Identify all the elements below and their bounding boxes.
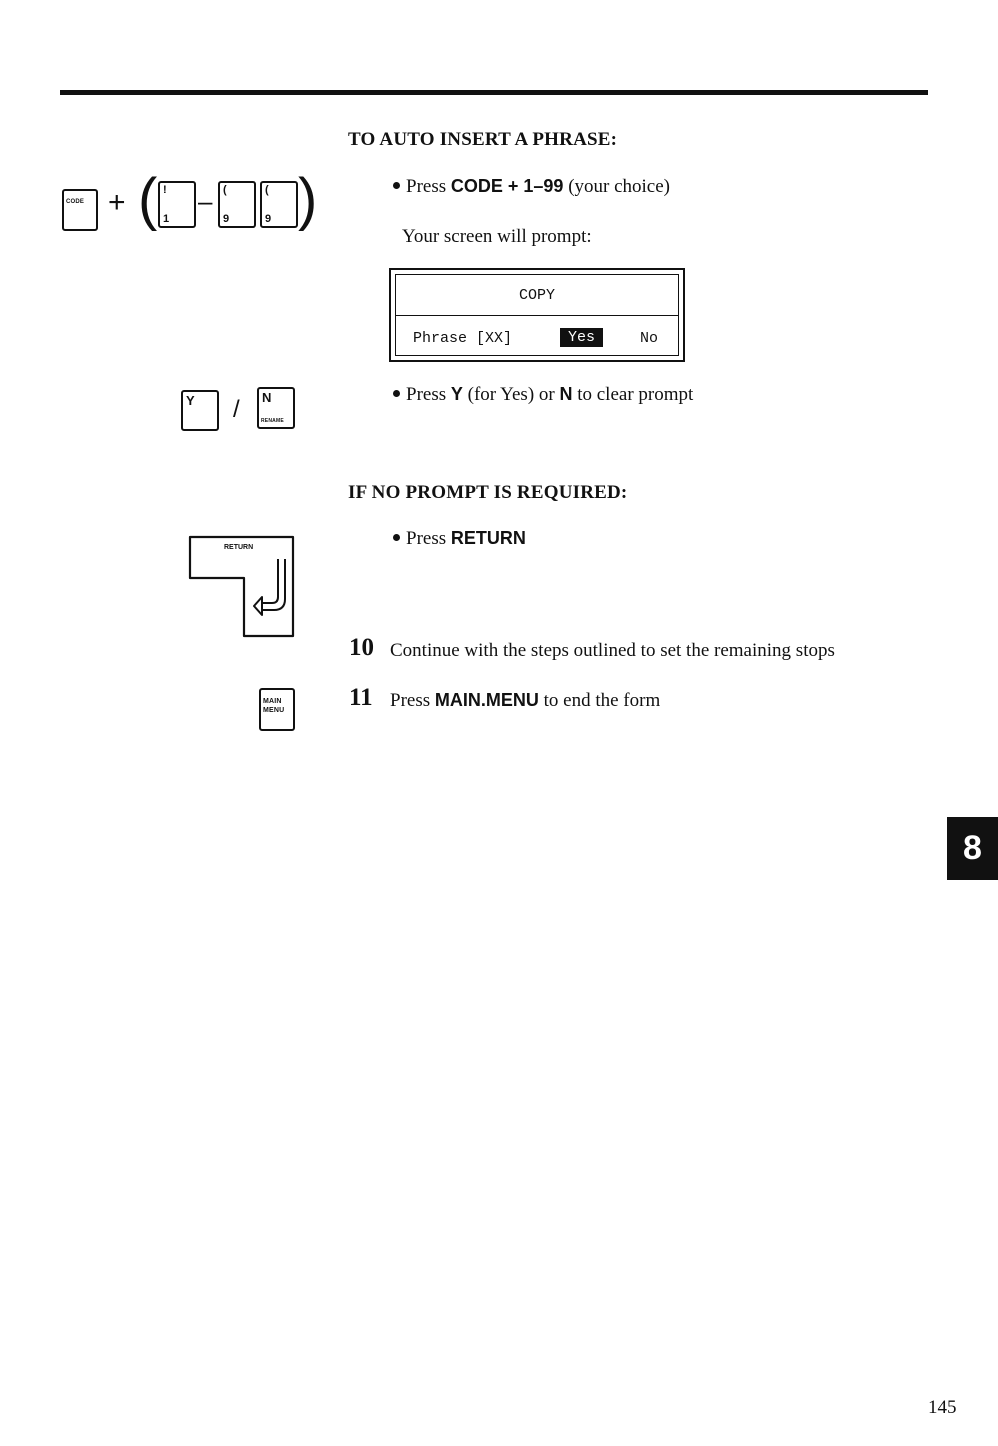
code-key-label: CODE — [66, 199, 85, 205]
top-rule — [60, 90, 928, 95]
main-menu-key-icon — [259, 688, 295, 731]
chapter-tab: 8 — [947, 817, 998, 880]
plus-sign: + — [108, 186, 126, 219]
code-range-keys: CODE + 1–99 — [450, 176, 564, 196]
prompt-title: COPY — [518, 287, 555, 304]
prompt-phrase-label: Phrase [XX] — [413, 330, 513, 347]
prompt-no-option: No — [640, 330, 659, 347]
prompt-divider — [396, 315, 678, 316]
dash-sign: – — [198, 186, 213, 216]
n-key-icon: N RENAME — [257, 387, 295, 429]
copy-prompt-box — [389, 268, 685, 362]
main-menu-key-label-1: MAIN — [263, 698, 282, 705]
bullet-icon — [393, 534, 400, 541]
press-yn-instruction: Press Y (for Yes) or N to clear prompt — [393, 384, 693, 406]
screen-prompt-text: Your screen will prompt: — [402, 226, 592, 247]
y-key-icon: Y — [181, 390, 219, 431]
prompt-yes-option: Yes — [560, 328, 603, 347]
step-10-number: 10 — [349, 634, 374, 661]
heading-auto-insert: TO AUTO INSERT A PHRASE: — [348, 129, 618, 150]
close-paren-icon: ) — [298, 167, 318, 232]
return-key-label: RETURN — [224, 544, 254, 551]
open-paren-icon: ( — [138, 167, 158, 232]
main-menu-key-label-2: MENU — [263, 707, 285, 714]
step-11-number: 11 — [349, 684, 373, 711]
key-9b-icon: ( 9 — [260, 181, 298, 228]
step-11-text: Press MAIN.MENU to end the form — [390, 690, 661, 711]
press-code-instruction: Press CODE + 1–99 (your choice) — [393, 176, 670, 198]
page-number: 145 — [928, 1397, 957, 1418]
key-1-icon: ! 1 — [158, 181, 196, 228]
bullet-icon — [393, 182, 400, 189]
bullet-icon — [393, 390, 400, 397]
heading-no-prompt: IF NO PROMPT IS REQUIRED: — [348, 482, 628, 503]
n-key-sub-label: RENAME — [261, 418, 284, 424]
slash-sign: / — [233, 396, 240, 423]
key-9a-icon: ( 9 — [218, 181, 256, 228]
step-10-text: Continue with the steps outlined to set the remaining stops — [390, 640, 835, 661]
code-key-icon — [62, 189, 98, 231]
press-return-instruction: Press RETURN — [393, 528, 526, 550]
